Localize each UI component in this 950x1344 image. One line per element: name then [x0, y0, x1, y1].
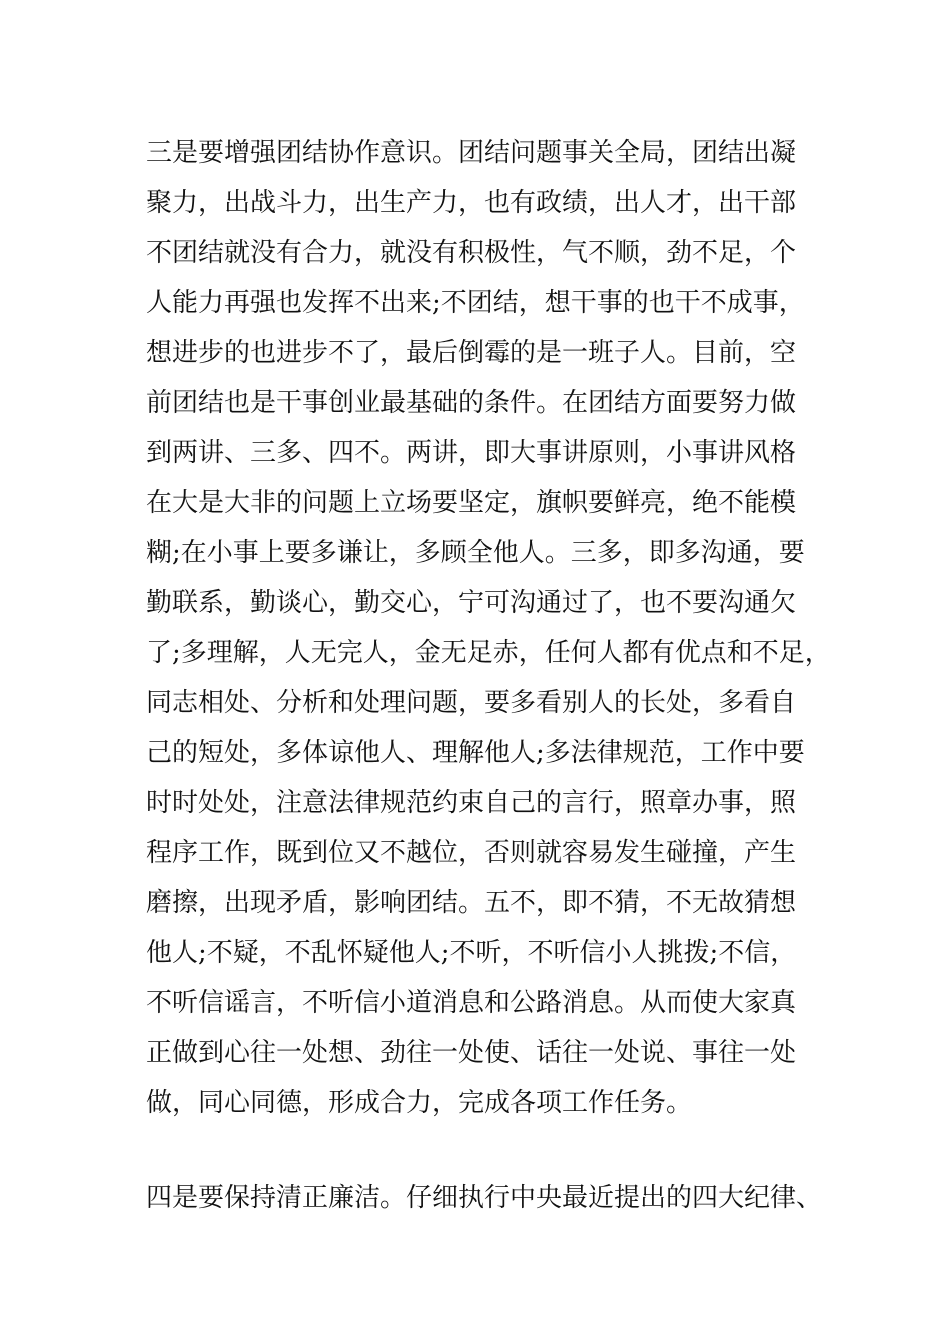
- text-line: 在大是大非的问题上立场要坚定，旗帜要鲜亮，绝不能模: [146, 488, 797, 518]
- text-line: 前团结也是干事创业最基础的条件。在团结方面要努力做: [146, 388, 797, 418]
- text-line: 己的短处，多体谅他人、理解他人;多法律规范，工作中要: [146, 738, 805, 768]
- text-line: 不团结就没有合力，就没有积极性，气不顺，劲不足，个: [146, 238, 797, 268]
- paragraph-integrity: [146, 1173, 846, 1223]
- text-line: 正做到心往一处想、劲往一处使、话往一处说、事往一处: [146, 1038, 797, 1068]
- text-line: 不听信谣言，不听信小道消息和公路消息。从而使大家真: [146, 988, 797, 1018]
- text-line: 时时处处，注意法律规范约束自己的言行，照章办事，照: [146, 788, 797, 818]
- paragraph-unity: [146, 128, 846, 1128]
- text-line: 他人;不疑，不乱怀疑他人;不听，不听信小人挑拨;不信，: [146, 938, 797, 968]
- text-line: 勤联系，勤谈心，勤交心，宁可沟通过了，也不要沟通欠: [146, 588, 797, 618]
- text-line: 想进步的也进步不了，最后倒霉的是一班子人。目前，空: [146, 338, 797, 368]
- text-line: 三是要增强团结协作意识。团结问题事关全局，团结出凝: [146, 138, 797, 168]
- text-line: 到两讲、三多、四不。两讲，即大事讲原则，小事讲风格: [146, 438, 797, 468]
- text-line: 四是要保持清正廉洁。仔细执行中央最近提出的四大纪律、: [146, 1183, 823, 1213]
- text-line: 人能力再强也发挥不出来;不团结，想干事的也干不成事，: [146, 288, 805, 318]
- text-line: 聚力，出战斗力，出生产力，也有政绩，出人才，出干部: [146, 188, 797, 218]
- text-line: 做，同心同德，形成合力，完成各项工作任务。: [146, 1088, 693, 1118]
- text-line: 程序工作，既到位又不越位，否则就容易发生碰撞，产生: [146, 838, 797, 868]
- text-line: 磨擦，出现矛盾，影响团结。五不，即不猜，不无故猜想: [146, 888, 797, 918]
- text-line: 糊;在小事上要多谦让，多顾全他人。三多，即多沟通，要: [146, 538, 805, 568]
- text-line: 同志相处、分析和处理问题，要多看别人的长处，多看自: [146, 688, 797, 718]
- text-line: 了;多理解，人无完人，金无足赤，任何人都有优点和不足，: [146, 638, 831, 668]
